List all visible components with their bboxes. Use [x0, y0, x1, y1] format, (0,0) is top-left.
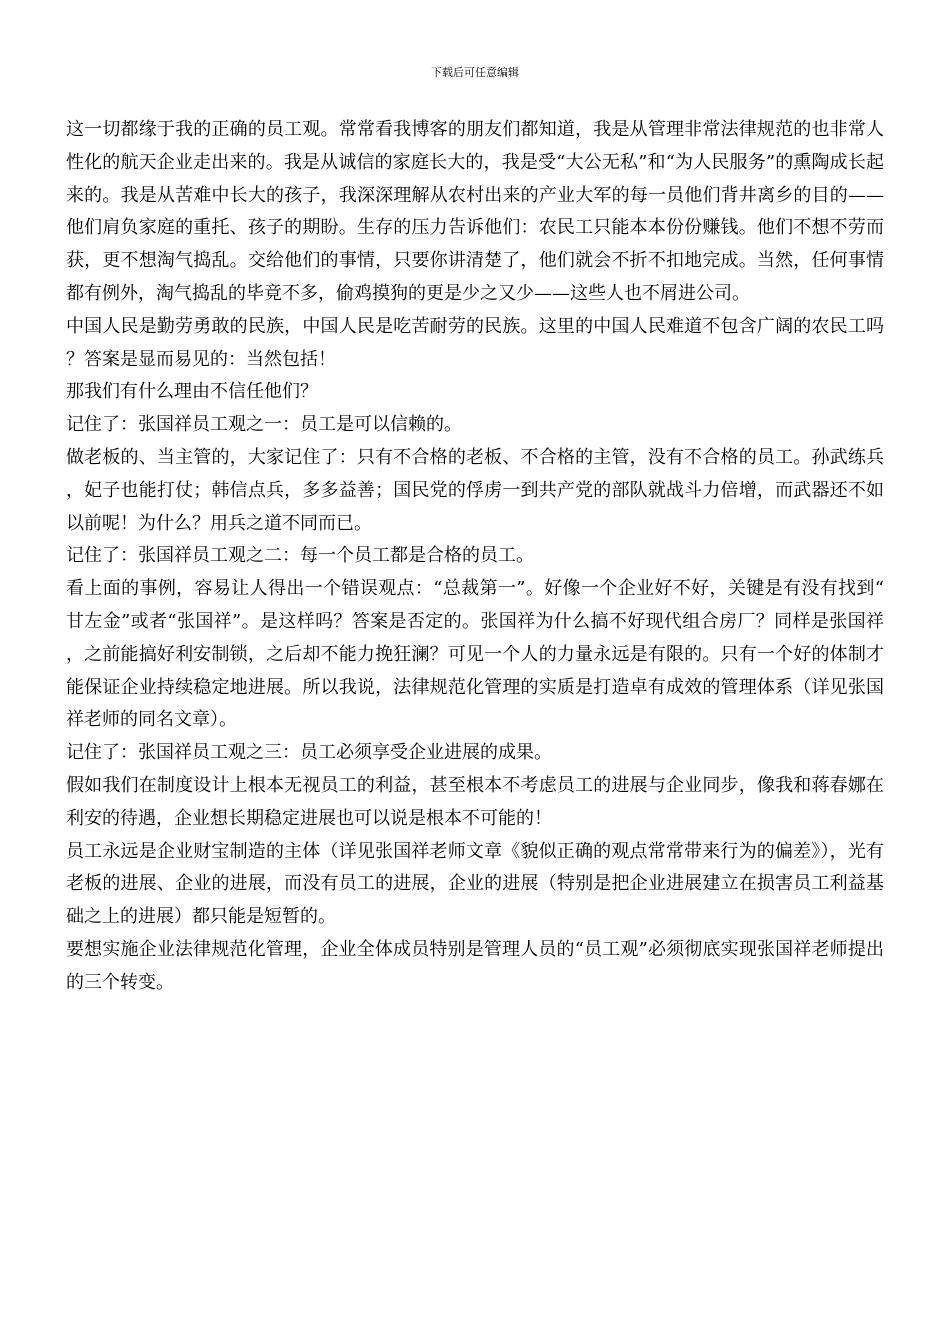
- paragraph-principle-one: 记住了：张国祥员工观之一：员工是可以信赖的。: [66, 414, 462, 436]
- paragraph-principle-two: 记住了：张国祥员工观之二：每一个员工都是合格的员工。: [66, 545, 534, 567]
- paragraph-ceo-first: 看上面的事例，容易让人得出一个错误观点：“总裁第一”。好像一个企业好不好，关键是有没有找到“甘左金”或者“张国祥”。是这样吗？答案是否定的。张国祥为什么搞不好现代组合房厂？同样是张国祥，之前能搞好利安制锁，之后却不能力挽狂澜？可见一个人的力量永远是有限的。只有一个好的体制才能保证企业持续稳定地进展。所以我说，法律规范化管理的实质是打造卓有成效的管理体系（详见张国祥老师的同名文章）。: [66, 578, 884, 731]
- paragraph-principle-three: 记住了：张国祥员工观之三：员工必须享受企业进展的成果。: [66, 742, 552, 764]
- paragraph-trust-question: 那我们有什么理由不信任他们？: [66, 381, 318, 403]
- page-header: 下载后可任意编辑: [431, 66, 519, 79]
- paragraph-chinese-people: 中国人民是勤劳勇敢的民族，中国人民是吃苦耐劳的民族。这里的中国人民难道不包含广阔的农民工吗？答案是显而易见的：当然包括！: [66, 315, 884, 370]
- paragraph-three-changes: 要想实施企业法律规范化管理，企业全体成员特别是管理人员的“员工观”必须彻底实现张国祥老师提出的三个转变。: [66, 938, 884, 993]
- paragraph-system-design: 假如我们在制度设计上根本无视员工的利益，甚至根本不考虑员工的进展与企业同步，像我和蒋春娜在利安的待遇，企业想长期稳定进展也可以说是根本不可能的！: [66, 774, 884, 829]
- paragraph-bosses-managers: 做老板的、当主管的，大家记住了：只有不合格的老板、不合格的主管，没有不合格的员工。孙武练兵，妃子也能打仗；韩信点兵，多多益善；国民党的俘虏一到共产党的部队就战斗力倍增，而武器还不如以前呢！为什么？用兵之道不同而已。: [66, 446, 884, 534]
- paragraph-employee-view: 这一切都缘于我的正确的员工观。常常看我博客的朋友们都知道，我是从管理非常法律规范的也非常人性化的航天企业走出来的。我是从诚信的家庭长大的，我是受“大公无私”和“为人民服务”的熏陶成长起来的。我是从苦难中长大的孩子，我深深理解从农村出来的产业大军的每一员他们背井离乡的目的——他们肩负家庭的重托、孩子的期盼。生存的压力告诉他们：农民工只能本本份份赚钱。他们不想不劳而获，更不想淘气捣乱。交给他们的事情，只要你讲清楚了，他们就会不折不扣地完成。当然，任何事情都有例外，淘气捣乱的毕竟不多，偷鸡摸狗的更是少之又少——这些人也不屑进公司。: [66, 119, 884, 304]
- document-body: [66, 114, 884, 1000]
- paragraph-employee-wealth: 员工永远是企业财宝制造的主体（详见张国祥老师文章《貌似正确的观点常常带来行为的偏差》），光有老板的进展、企业的进展，而没有员工的进展，企业的进展（特别是把企业进展建立在损害员工利益基础之上的进展）都只能是短暂的。: [66, 840, 884, 928]
